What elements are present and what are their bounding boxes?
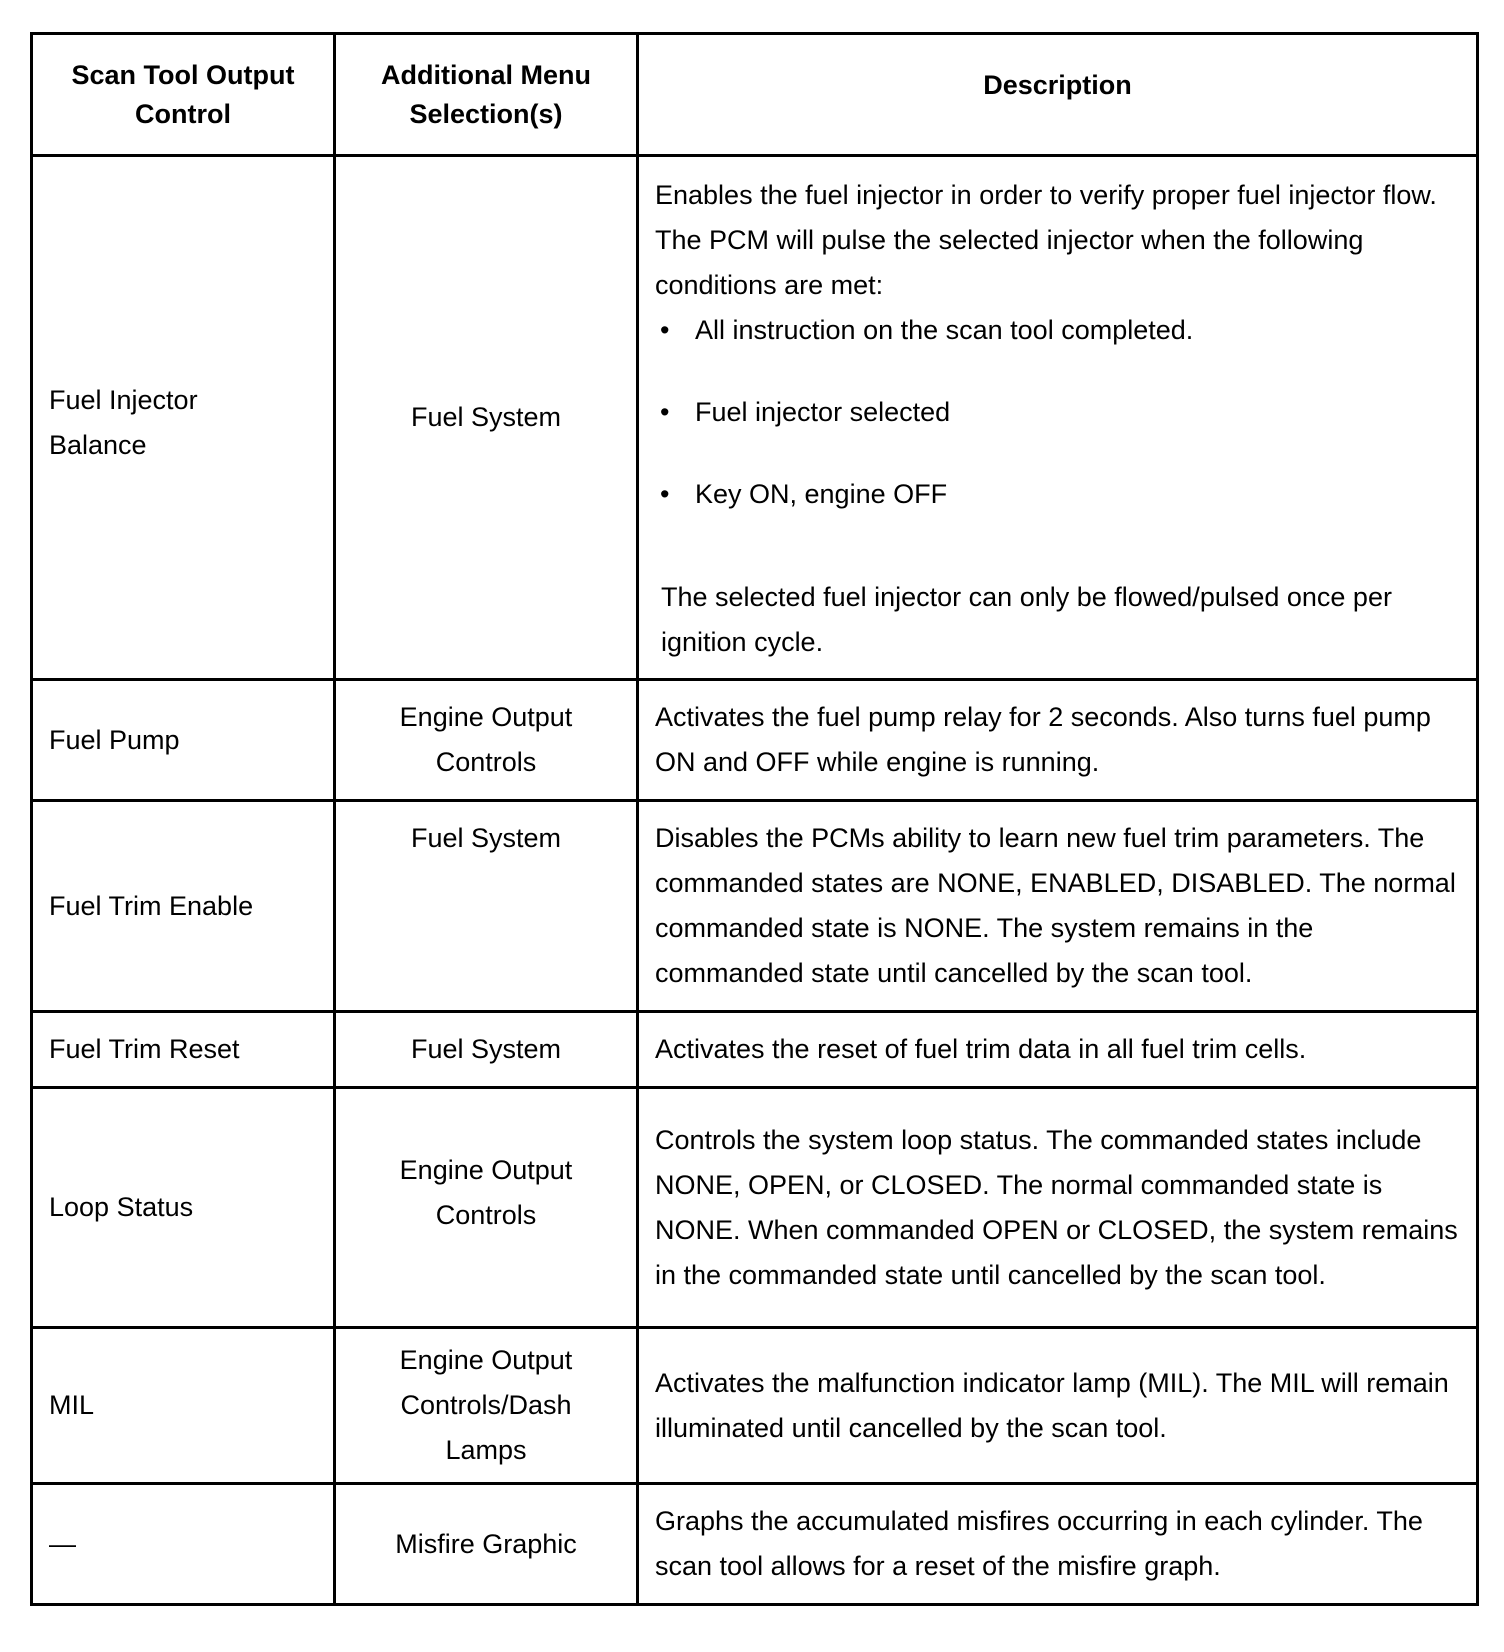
list-item <box>655 390 1462 435</box>
menu-text-line: Misfire Graphic <box>395 1528 577 1559</box>
list-item-text: All instruction on the scan tool completed. <box>695 314 1194 345</box>
menu-cell <box>335 1328 638 1484</box>
menu-cell <box>335 156 638 680</box>
menu-cell <box>335 1484 638 1605</box>
menu-text-line: Fuel System <box>410 402 562 432</box>
control-text-line: — <box>49 1528 76 1559</box>
control-cell <box>32 801 335 1012</box>
control-text-line: Fuel Injector <box>49 384 198 415</box>
table-row <box>32 801 1478 1012</box>
table-row <box>32 1328 1478 1484</box>
control-text-line: Fuel Trim Reset <box>49 1034 240 1064</box>
control-cell <box>32 1484 335 1605</box>
menu-text-line: Controls <box>435 1199 537 1230</box>
control-cell <box>32 156 335 680</box>
menu-text-line: Controls <box>435 747 537 777</box>
table-row <box>32 156 1478 680</box>
control-cell <box>32 1328 335 1484</box>
description-cell: Activates the malfunction indicator lamp (MIL). The MIL will remain illuminated until cancelled by the scan tool. <box>638 1328 1478 1484</box>
header-control-line-2: Control <box>135 98 231 129</box>
menu-text-line: Lamps <box>445 1435 527 1465</box>
control-text-line: Fuel Pump <box>49 724 180 755</box>
menu-text-line: Engine Output <box>399 1154 573 1185</box>
bullet-icon: • <box>660 396 670 427</box>
description-cell: Graphs the accumulated misfires occurring in each cylinder. The scan tool allows for a reset of the misfire graph. <box>638 1484 1478 1605</box>
list-item-text: Key ON, engine OFF <box>695 478 948 509</box>
conditions-list <box>655 308 1462 517</box>
header-description: Description <box>638 34 1478 156</box>
list-item <box>655 308 1462 353</box>
control-text-line: Loop Status <box>49 1192 194 1222</box>
table-row <box>32 1088 1478 1328</box>
table-row <box>32 1012 1478 1088</box>
bullet-icon: • <box>660 314 670 345</box>
menu-text-line: Fuel System <box>410 823 562 853</box>
menu-cell <box>335 680 638 801</box>
menu-text-line: Engine Output <box>399 702 573 732</box>
header-control-line-1: Scan Tool Output <box>71 59 295 90</box>
control-cell <box>32 680 335 801</box>
description-cell: Controls the system loop status. The commanded states include NONE, OPEN, or CLOSED. The normal commanded state is NONE. When commanded OPEN or CLOSED, the system remains in the commanded state until cancelled by the scan tool. <box>638 1088 1478 1328</box>
list-item <box>655 472 1462 517</box>
header-menu-line-2: Selection(s) <box>409 98 563 129</box>
menu-text-line: Engine Output <box>399 1345 573 1375</box>
control-text-line: MIL <box>49 1390 95 1420</box>
table-row <box>32 680 1478 801</box>
control-text-line: Fuel Trim Enable <box>49 890 254 921</box>
menu-text-line: Controls/Dash <box>400 1390 572 1420</box>
control-cell <box>32 1012 335 1088</box>
menu-cell <box>335 1088 638 1328</box>
description-intro: Enables the fuel injector in order to verify proper fuel injector flow. The PCM will pulse the selected injector when the following conditions are met: <box>655 179 1437 300</box>
description-cell: Disables the PCMs ability to learn new fuel trim parameters. The commanded states are NONE, ENABLED, DISABLED. The normal commanded state is NONE. The system remains in the commanded state until cancelled by the scan tool. <box>638 801 1478 1012</box>
control-cell <box>32 1088 335 1328</box>
description-cell <box>638 156 1478 680</box>
control-text-line: Balance <box>49 429 147 460</box>
menu-text-line: Fuel System <box>410 1034 562 1064</box>
header-menu <box>335 34 638 156</box>
menu-cell <box>335 801 638 1012</box>
description-note: The selected fuel injector can only be flowed/pulsed once per ignition cycle. <box>661 581 1392 657</box>
header-control <box>32 34 335 156</box>
header-row <box>32 34 1478 156</box>
menu-cell <box>335 1012 638 1088</box>
bullet-icon: • <box>660 478 670 509</box>
description-cell: Activates the fuel pump relay for 2 seconds. Also turns fuel pump ON and OFF while engine is running. <box>638 680 1478 801</box>
list-item-text: Fuel injector selected <box>695 396 951 427</box>
scan-tool-output-table <box>30 32 1479 1606</box>
header-menu-line-1: Additional Menu <box>381 59 591 90</box>
description-cell: Activates the reset of fuel trim data in all fuel trim cells. <box>638 1012 1478 1088</box>
table-row <box>32 1484 1478 1605</box>
